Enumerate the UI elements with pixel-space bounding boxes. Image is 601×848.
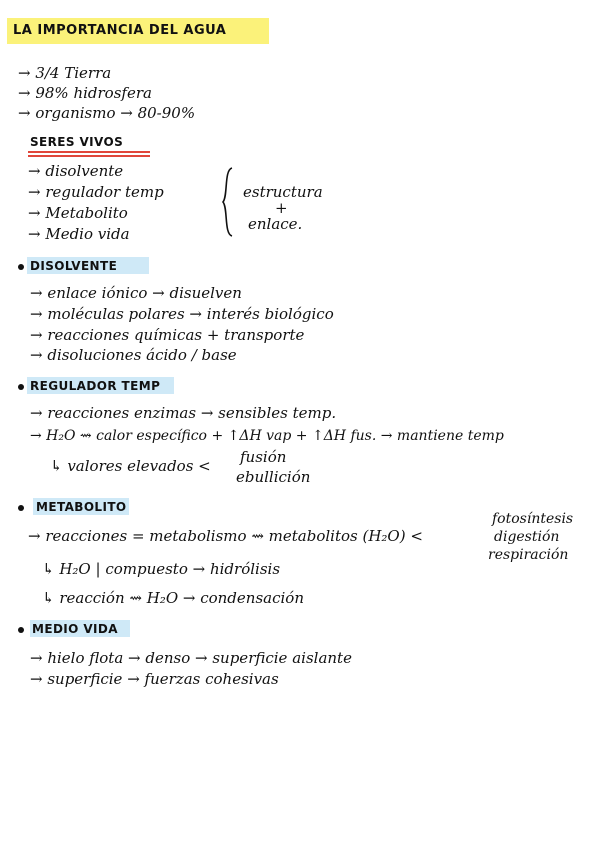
metabolito-line: ↳ H₂O | compuesto → hidrólisis [42, 560, 281, 578]
disolvente-heading: DISOLVENTE [30, 259, 118, 273]
branch-item: digestión [494, 529, 560, 545]
brace-text: + [275, 199, 288, 217]
medio-vida-line: → superficie → fuerzas cohesivas [30, 670, 279, 688]
branch-item: fusión [240, 448, 287, 466]
seres-vivos-item: → Metabolito [28, 204, 128, 222]
medio-vida-line: → hielo flota → denso → superficie aislante [30, 649, 352, 667]
bullet-icon [18, 627, 24, 633]
regulador-line: → reacciones enzimas → sensibles temp. [30, 404, 337, 422]
bullet-icon [18, 384, 24, 390]
brace-text: estructura [243, 183, 323, 201]
intro-line: → 3/4 Tierra [18, 64, 112, 82]
intro-line: → organismo → 80-90% [18, 104, 196, 122]
seres-vivos-item: → Medio vida [28, 225, 130, 243]
regulador-line: ↳ valores elevados < [50, 457, 211, 475]
disolvente-line: → enlace iónico → disuelven [30, 284, 242, 302]
branch-item: ebullición [236, 468, 311, 486]
disolvente-line: → moléculas polares → interés biológico [30, 305, 334, 323]
branch-item: respiración [488, 547, 569, 563]
curly-brace-icon [220, 166, 236, 238]
red-underline [28, 155, 150, 157]
intro-line: → 98% hidrosfera [18, 84, 152, 102]
regulador-heading: REGULADOR TEMP [30, 379, 161, 393]
metabolito-heading: METABOLITO [36, 500, 127, 514]
branch-item: fotosíntesis [492, 511, 574, 527]
brace-text: enlace. [248, 215, 303, 233]
medio-vida-heading: MEDIO VIDA [32, 622, 118, 636]
bullet-icon [18, 264, 24, 270]
seres-vivos-item: → disolvente [28, 162, 124, 180]
bullet-icon [18, 505, 24, 511]
metabolito-line: → reacciones = metabolismo ⇝ metabolitos (H₂O) < [28, 527, 423, 545]
red-underline [28, 151, 150, 153]
seres-vivos-heading: SERES VIVOS [30, 135, 124, 149]
metabolito-line: ↳ reacción ⇝ H₂O → condensación [42, 589, 304, 607]
disolvente-line: → disoluciones ácido / base [30, 346, 237, 364]
disolvente-line: → reacciones químicas + transporte [30, 326, 305, 344]
seres-vivos-item: → regulador temp [28, 183, 164, 201]
regulador-line: → H₂O ⇝ calor específico + ↑ΔH vap + ↑ΔH fus. → mantiene temp [30, 428, 504, 444]
page-title: LA IMPORTANCIA DEL AGUA [13, 23, 227, 38]
